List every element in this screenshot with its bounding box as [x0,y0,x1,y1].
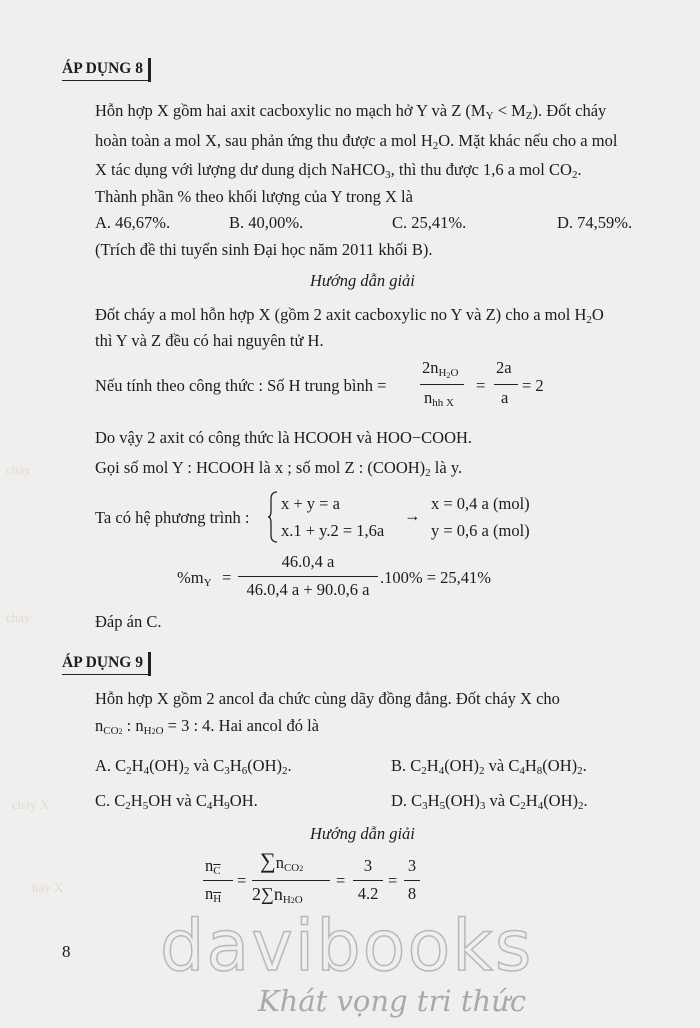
answer-8: Đáp án C. [95,612,162,631]
problem-9-line-1: Hỗn hợp X gồm 2 ancol đa chức cùng dãy đồng đẳng. Đốt cháy X cho [95,689,560,708]
problem-8-line-3: X tác dụng với lượng dư dung dịch NaHCO$_3$, thì thu được 1,6 a mol $CO_2$. [95,160,582,181]
system-sol-2: y = 0,6 a (mol) [431,521,530,540]
option-b-9: B. $C_2H_4(OH)_2$ và $C_4H_8(OH)_2$. [391,756,587,777]
option-d-8: D. 74,59%. [557,213,633,232]
option-c-9: C. $C_2H_5OH$ và $C_4H_9OH$. [95,791,258,812]
fraction-nc-nh: $n_{\overline{C}}$ $n_{\overline{H}}$ [203,856,233,908]
bleed-through-text: cháy [6,610,31,625]
fraction-sum: $\sum n_{CO2}$ $2\sum n_{H2O}$ [252,848,330,910]
percent-eq: = [222,568,232,587]
page-number: 8 [62,942,71,961]
option-a-9: A. $C_2H_4(OH)_2$ và $C_3H_6(OH)_2$. [95,756,292,777]
percent-result: .100% = 25,41% [380,568,492,587]
option-a-8: A. 46,67%. [95,213,171,232]
system-eq-1: x + y = a [281,494,340,513]
equals-sign: = [476,376,486,395]
fraction-3-over-8: 3 8 [404,856,420,908]
fraction-avg-h: $2n_{H2O}$ $n_{hh X}$ [420,358,464,408]
solution-8-line-1: Đốt cháy a mol hỗn hợp X (gồm 2 axit cacboxylic no Y và Z) cho a mol $H_2O$ [95,305,604,326]
percent-lead: $\%m_Y$ [177,568,212,589]
watermark-tagline: Khát vọng tri thức [258,984,527,1018]
fraction-percent: 46.0,4 a 46.0,4 a + 90.0,6 a [238,552,378,602]
problem-9-line-2: $n_{CO2}$ : $n_{H2O} = 3$ : 4. Hai ancol đó là [95,716,320,737]
solution-8-line-2: thì Y và Z đều có hai nguyên tử H. [95,331,324,350]
ratio-eq-1: = [237,871,247,890]
problem-8-line-4: Thành phần % theo khối lượng của Y trong X là [95,187,413,206]
formula-lead: Nếu tính theo công thức : Số H trung bình = [95,376,387,395]
formula-result: = 2 [522,376,544,395]
system-brace [268,491,278,543]
option-b-8: B. 40,00%. [229,213,304,232]
watermark-logo: davibooks [160,905,534,987]
bleed-through-text: háy X [32,880,64,895]
problem-8-line-2: hoàn toàn a mol X, sau phản ứng thu được a mol $H_2O$. Mặt khác nếu cho a mol [95,131,618,152]
fraction-2a-a: 2a a [494,358,518,408]
system-sol-1: x = 0,4 a (mol) [431,494,530,513]
ratio-eq-2: = [336,871,346,890]
section-heading-8: ÁP DỤNG 8 [62,60,151,81]
fraction-3-over-4x2: 3 4.2 [353,856,383,908]
problem-8-line-1: Hỗn hợp X gồm hai axit cacboxylic no mạch hở Y và Z $(M_Y < M_Z)$. Đốt cháy [95,101,607,122]
solution-8-line-3: Do vậy 2 axit có công thức là HCOOH và HOO−COOH. [95,428,473,447]
arrow-icon: → [404,506,421,525]
source-note: (Trích đề thi tuyển sinh Đại học năm 2011 khối B). [95,240,433,259]
option-c-8: C. 25,41%. [392,213,467,232]
section-heading-9: ÁP DỤNG 9 [62,654,151,675]
ratio-eq-3: = [388,871,398,890]
bleed-through-text: cháy X [12,797,50,812]
guide-title-8: Hướng dẫn giải [310,271,415,290]
guide-title-9: Hướng dẫn giải [310,824,415,843]
system-eq-2: x.1 + y.2 = 1,6a [281,521,385,540]
bleed-through-text: cháy [6,462,31,477]
system-lead: Ta có hệ phương trình : [95,508,250,527]
option-d-9: D. $C_3H_5(OH)_3$ và $C_2H_4(OH)_2$. [391,791,588,812]
solution-8-line-4: Gọi số mol Y : HCOOH là x ; số mol Z : $(COOH)_2$ là y. [95,458,463,479]
